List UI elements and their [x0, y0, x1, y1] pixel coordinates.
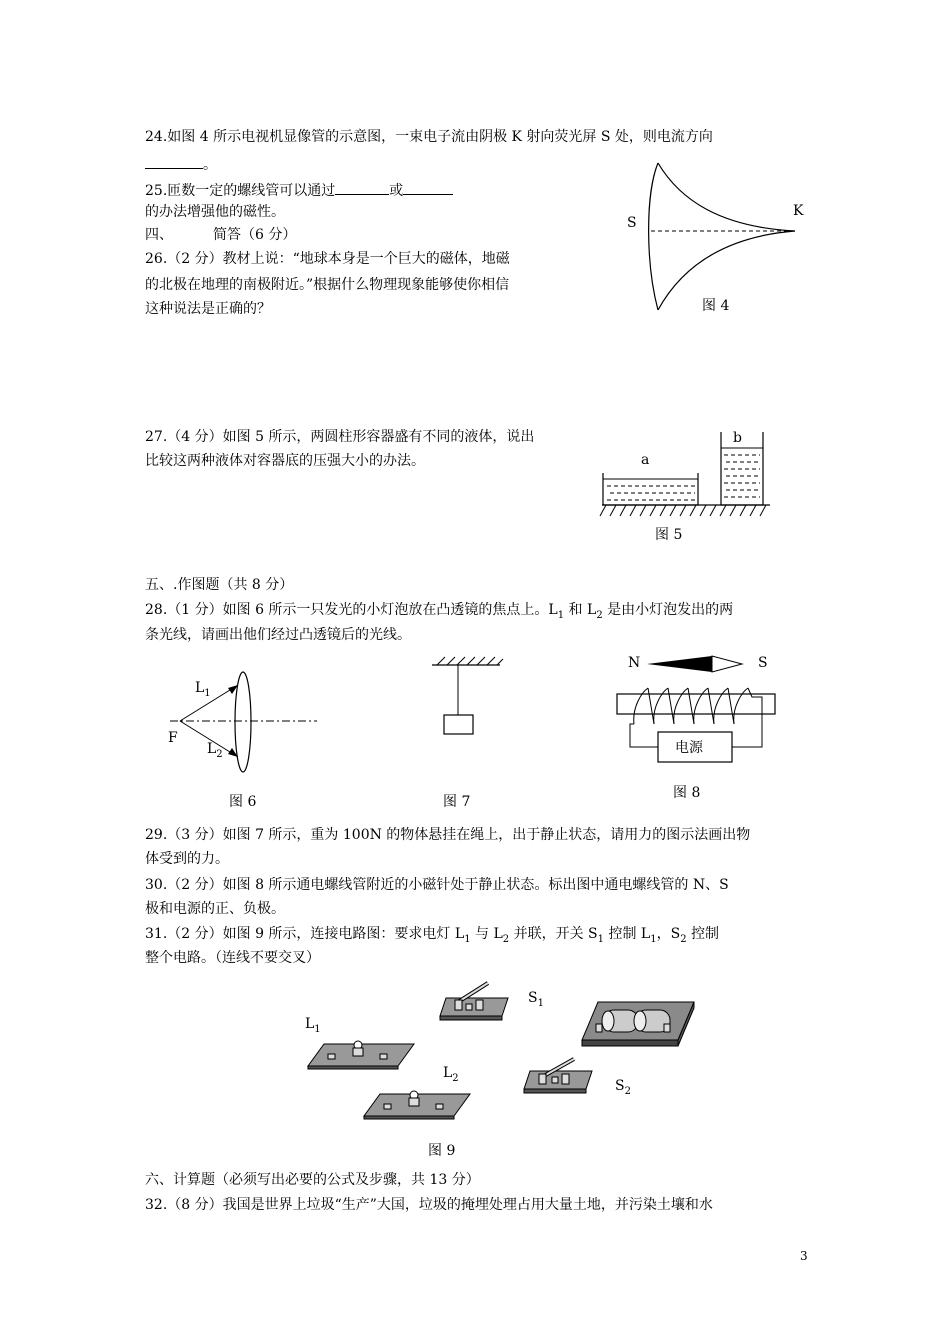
fig7-caption: 图 7: [443, 794, 471, 810]
page-number: 3: [800, 1249, 808, 1263]
fig6-label-l2: $L_2$: [207, 741, 223, 760]
answer-blank[interactable]: [145, 152, 203, 169]
q31-line1: 31.（2 分）如图 9 所示，连接电路图：要求电灯 $L_1$ 与 $L_2$ 并联，开关 $S_1$ 控制 $L_1$，$S_2$ 控制: [145, 926, 720, 945]
fig5-label-a: a: [641, 452, 650, 468]
fig4-label-s: S: [627, 215, 637, 231]
fig6-caption: 图 6: [229, 794, 257, 810]
q28-line2: 条光线，请画出他们经过凸透镜后的光线。: [145, 627, 411, 643]
fig6-label-f: F: [168, 730, 178, 746]
q25-line1: 25.匝数一定的螺线管可以通过 或: [145, 178, 453, 202]
q26-line1: 26.（2 分）教材上说：“地球本身是一个巨大的磁体，地磁: [145, 251, 510, 267]
fig5-caption: 图 5: [655, 527, 683, 543]
q26-line2: 的北极在地理的南极附近。”根据什么物理现象能够使你相信: [145, 277, 510, 293]
lamp-l2-component[interactable]: [362, 1088, 472, 1122]
q28-line1: 28.（1 分）如图 6 所示一只发光的小灯泡放在凸透镜的焦点上。$L_1$ 和 $L_2$ 是由小灯泡发出的两: [145, 602, 734, 621]
fig8-label-s: S: [758, 655, 768, 671]
fig9-label-s2: $S_2$: [615, 1078, 631, 1097]
section-6-heading: 六、计算题（必须写出必要的公式及步骤，共 13 分）: [145, 1172, 480, 1188]
q31-line2: 整个电路。（连线不要交叉）: [145, 950, 320, 966]
q30-line2: 极和电源的正、负极。: [145, 901, 285, 917]
q27-line2: 比较这两种液体对容器底的压强大小的办法。: [145, 453, 425, 469]
q26-line3: 这种说法是正确的？: [145, 301, 271, 317]
q27-line1: 27.（4 分）如图 5 所示，两圆柱形容器盛有不同的液体，说出: [145, 429, 535, 445]
q25-line2: 的办法增强他的磁性。: [145, 204, 285, 220]
q29-line1: 29.（3 分）如图 7 所示，重为 100N 的物体悬挂在绳上，出于静止状态，请用力的图示法画出物: [145, 827, 751, 843]
fig9-label-l2: $L_2$: [443, 1065, 459, 1084]
fig8-power-label: 电源: [675, 740, 703, 756]
answer-blank[interactable]: [335, 178, 389, 195]
figure-7-hanging-block-diagram: [425, 655, 515, 745]
lamp-l1-component[interactable]: [306, 1038, 416, 1072]
q30-line1: 30.（2 分）如图 8 所示通电螺线管附近的小磁针处于静止状态。标出图中通电螺线管的 N、S: [145, 877, 729, 893]
battery-component[interactable]: [578, 990, 698, 1052]
section-4-heading: 四、 简答（6 分）: [145, 227, 297, 243]
fig8-caption: 图 8: [673, 785, 701, 801]
fig4-label-k: K: [793, 203, 804, 219]
fig5-label-b: b: [733, 430, 742, 446]
figure-5-containers-diagram: [600, 430, 780, 525]
q24-line1: 24.如图 4 所示电视机显像管的示意图，一束电子流由阴极 K 射向荧光屏 S 处，则电流方向: [145, 129, 713, 145]
q32-line1: 32.（8 分）我国是世界上垃圾“生产”大国，垃圾的掩埋处理占用大量土地，并污染土壤和水: [145, 1197, 713, 1213]
answer-blank[interactable]: [403, 178, 453, 195]
fig9-label-l1: $L_1$: [305, 1016, 321, 1035]
fig6-label-l1: $L_1$: [195, 680, 211, 699]
figure-6-lens-diagram: [165, 665, 325, 780]
figure-4-crt-diagram: [620, 155, 820, 315]
section-5-heading: 五、.作图题（共 8 分）: [145, 577, 294, 593]
q29-line2: 体受到的力。: [145, 851, 229, 867]
switch-s2-component[interactable]: [522, 1057, 597, 1097]
switch-s1-component[interactable]: [438, 980, 513, 1025]
fig9-label-s1: $S_1$: [528, 990, 544, 1009]
fig9-caption: 图 9: [428, 1143, 456, 1159]
q24-line2: 。: [145, 152, 217, 176]
fig4-caption: 图 4: [702, 298, 730, 314]
fig8-label-n: N: [628, 655, 641, 671]
